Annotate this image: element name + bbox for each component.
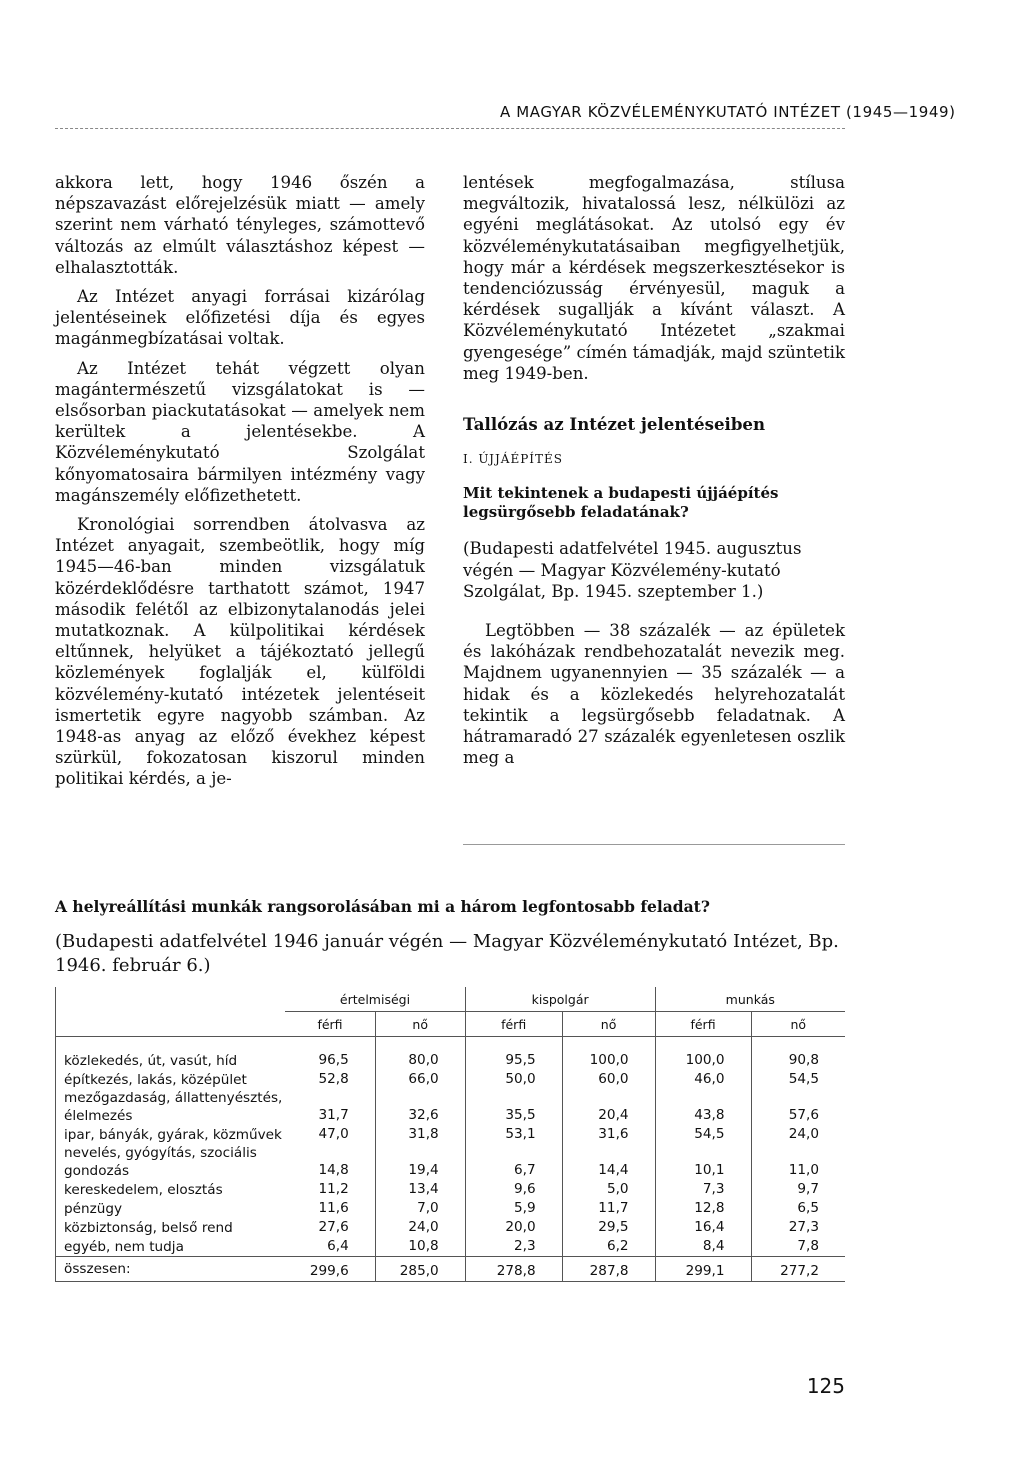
cell-value: 278,8 [465, 1257, 562, 1282]
cell-value: 14,8 [318, 1162, 349, 1178]
row-label: pénzügy [56, 1199, 286, 1218]
cell-value: 7,0 [375, 1199, 465, 1218]
cell-value: 27,3 [751, 1218, 845, 1237]
paragraph: akkora lett, hogy 1946 őszén a népszavazást előrejelzésük miatt — amely szerint nem várható tényleges, számottevő változás az elmúlt választáshoz képest — elhalasztották. [55, 173, 425, 277]
right-column [463, 172, 845, 768]
cell-value: 13,4 [375, 1180, 465, 1199]
cell-value: 5,9 [465, 1199, 562, 1218]
table-row [56, 1237, 846, 1257]
row-label: egyéb, nem tudja [56, 1237, 286, 1257]
cell-value: 5,0 [562, 1180, 655, 1199]
cell-value: 20,0 [465, 1218, 562, 1237]
header-rule [55, 128, 845, 129]
cell-value: 299,1 [655, 1257, 751, 1282]
data-table [55, 987, 845, 1282]
sub-header: nő [751, 1012, 845, 1037]
cell-value: 11,0 [751, 1144, 845, 1180]
cell-value: 10,8 [375, 1237, 465, 1257]
row-label: nevelés, gyógyítás, szociális gondozás [56, 1144, 286, 1180]
cell-value: 9,7 [751, 1180, 845, 1199]
running-head: A MAGYAR KÖZVÉLEMÉNYKUTATÓ INTÉZET (1945—1949) [500, 103, 956, 121]
cell-value: 6,2 [562, 1237, 655, 1257]
cell-value: 7,8 [751, 1237, 845, 1257]
cell-value: 46,0 [655, 1070, 751, 1089]
row-label: mezőgazdaság, állattenyésztés, élelmezés [56, 1089, 286, 1125]
cell-value: 27,6 [318, 1219, 349, 1235]
section-title: Tallózás az Intézet jelentéseiben [463, 414, 766, 435]
cell-value: 19,4 [375, 1144, 465, 1180]
table-title: A helyreállítási munkák rangsorolásában mi a három legfontosabb feladat? [55, 897, 710, 916]
group-header: munkás [655, 987, 845, 1012]
sub-header: nő [375, 1012, 465, 1037]
cell-value: 277,2 [751, 1257, 845, 1282]
cell-value: 11,2 [318, 1181, 349, 1197]
cell-value: 10,1 [655, 1144, 751, 1180]
left-column [55, 172, 425, 790]
group-header: értelmiségi [285, 987, 465, 1012]
cell-value: 6,4 [327, 1238, 349, 1254]
table-source: (Budapesti adatfelvétel 1946 január végén — Magyar Közvéleménykutató Intézet, Bp. 1946. február 6.) [55, 931, 839, 976]
cell-value: 11,6 [318, 1200, 349, 1216]
sub-header: férfi [465, 1012, 562, 1037]
paragraph: Kronológiai sorrendben átolvasva az Intézet anyagait, szembeötlik, hogy míg 1945—46-ban minden vizsgálatuk közérdeklődésre tarthatott számot, 1947 második felétől az elbizonytalanodás jelei mutatkoznak. A külpolitikai kérdések eltűnnek, helyüket a tájékoztató jellegű közlemények foglalják el, külföldi közvélemény-kutató intézetek jelentéseit ismertetik egyre nagyobb számban. Az 1948-as anyag az előző évekhez képest szürkül, fokozatosan kiszorul minden politikai kérdés, a je- [55, 515, 425, 789]
cell-value: 100,0 [655, 1051, 751, 1070]
cell-value: 285,0 [375, 1257, 465, 1282]
row-label: építkezés, lakás, középület [56, 1070, 286, 1089]
cell-value: 96,5 [318, 1052, 349, 1068]
row-label: közlekedés, út, vasút, híd [56, 1051, 286, 1070]
paragraph: Az Intézet tehát végzett olyan magántermészetű vizsgálatokat is — elsősorban piackutatásokat — amelyek nem kerültek a jelentésekbe. A Közvéleménykutató Szolgálat kőnyomatosaira bármilyen intézmény vagy magánszemély előfizethetett. [55, 358, 425, 505]
cell-value: 52,8 [318, 1071, 349, 1087]
cell-value: 7,3 [655, 1180, 751, 1199]
cell-value: 54,5 [751, 1070, 845, 1089]
cell-value: 57,6 [751, 1089, 845, 1125]
total-row [56, 1257, 846, 1282]
table-row [56, 1144, 846, 1180]
paragraph: lentések megfogalmazása, stílusa megváltozik, hivatalossá lesz, nélkülözi az egyéni meglátásokat. Az utolsó egy év közvéleménykutatásaiban megfigyelhetjük, hogy már a kérdések megszerkesztésekor is tendenciózusság érvényesül, maguk a kérdések sugallják a kívánt választ. A Közvéleménykutató Intézetet „szakmai gyengesége” címén támadják, majd szüntetik meg 1949-ben. [463, 173, 845, 383]
row-label: ipar, bányák, gyárak, közművek [56, 1125, 286, 1144]
cell-value: 32,6 [375, 1089, 465, 1125]
survey-source: (Budapesti adatfelvétel 1945. augusztus végén — Magyar Közvélemény-kutató Szolgálat, Bp. 1945. szeptember 1.) [463, 539, 802, 601]
table-row [56, 1180, 846, 1199]
cell-value: 95,5 [465, 1051, 562, 1070]
cell-value: 54,5 [655, 1125, 751, 1144]
cell-value: 16,4 [655, 1218, 751, 1237]
group-header: kispolgár [465, 987, 655, 1012]
cell-value: 29,5 [562, 1218, 655, 1237]
cell-value: 299,6 [285, 1257, 375, 1282]
sub-header: férfi [285, 1012, 375, 1037]
cell-value: 24,0 [751, 1125, 845, 1144]
cell-value: 12,8 [655, 1199, 751, 1218]
cell-value: 24,0 [375, 1218, 465, 1237]
sub-header: nő [562, 1012, 655, 1037]
group-header-row [56, 987, 846, 1012]
cell-value: 90,8 [751, 1051, 845, 1070]
cell-value: 6,7 [465, 1144, 562, 1180]
paragraph: Az Intézet anyagi forrásai kizárólag jelentéseinek előfizetési díja és egyes magánmegbízatásai voltak. [55, 287, 425, 349]
table-row [56, 1070, 846, 1089]
cell-value: 47,0 [318, 1126, 349, 1142]
cell-value: 60,0 [562, 1070, 655, 1089]
subsection-heading: I. ÚJJÁÉPÍTÉS [463, 452, 564, 467]
cell-value: 11,7 [562, 1199, 655, 1218]
cell-value: 100,0 [562, 1051, 655, 1070]
table-row [56, 1125, 846, 1144]
sub-header-row [56, 1012, 846, 1037]
cell-value: 80,0 [375, 1051, 465, 1070]
column-end-rule [463, 844, 845, 845]
page-number: 125 [806, 1374, 845, 1398]
cell-value: 9,6 [465, 1180, 562, 1199]
cell-value: 50,0 [465, 1070, 562, 1089]
table-row [56, 1089, 846, 1125]
cell-value: 20,4 [562, 1089, 655, 1125]
cell-value: 31,8 [375, 1125, 465, 1144]
cell-value: 66,0 [375, 1070, 465, 1089]
table-row [56, 1218, 846, 1237]
survey-question: Mit tekintenek a budapesti újjáépítés legsürgősebb feladatának? [463, 484, 779, 522]
cell-value: 35,5 [465, 1089, 562, 1125]
cell-value: 14,4 [562, 1144, 655, 1180]
row-label: összesen: [56, 1257, 286, 1282]
cell-value: 53,1 [465, 1125, 562, 1144]
cell-value: 2,3 [465, 1237, 562, 1257]
paragraph: Legtöbben — 38 százalék — az épületek és lakóházak rendbehozatalát nevezik meg. Majdnem ugyanennyien — 35 százalék — a hidak és a közlekedés helyrehozatalát tekintik a legsürgősebb feladatnak. A hátramaradó 27 százalék egyenletesen oszlik meg a [463, 621, 845, 768]
row-label: közbiztonság, belső rend [56, 1218, 286, 1237]
sub-header: férfi [655, 1012, 751, 1037]
cell-value: 43,8 [655, 1089, 751, 1125]
table-row [56, 1051, 846, 1070]
cell-value: 6,5 [751, 1199, 845, 1218]
cell-value: 287,8 [562, 1257, 655, 1282]
table-row [56, 1199, 846, 1218]
cell-value: 8,4 [655, 1237, 751, 1257]
cell-value: 31,7 [318, 1107, 349, 1123]
row-label: kereskedelem, elosztás [56, 1180, 286, 1199]
cell-value: 31,6 [562, 1125, 655, 1144]
